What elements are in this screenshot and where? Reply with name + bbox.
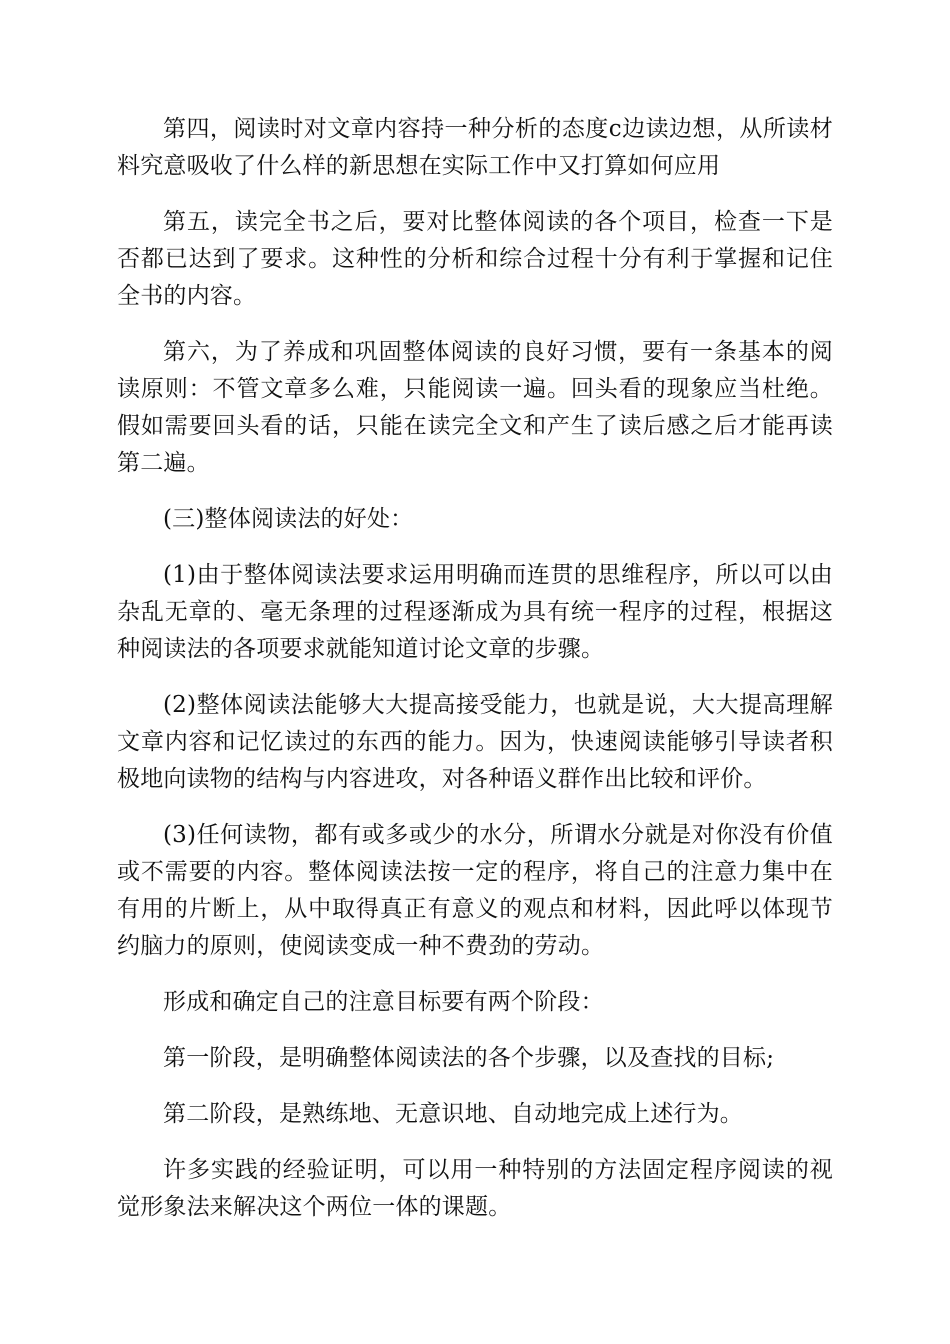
paragraph-step-six: 第六，为了养成和巩固整体阅读的良好习惯，要有一条基本的阅读原则：不管文章多么难，只能阅读一遍。回头看的现象应当杜绝。假如需要回头看的话，只能在读完全文和产生了读后感之后才能再读第二遍。 — [117, 339, 833, 476]
paragraph-conclusion: 许多实践的经验证明，可以用一种特别的方法固定程序阅读的视觉形象法来解决这个两位一体的课题。 — [117, 1157, 833, 1220]
section-heading-benefits: (三)整体阅读法的好处： — [163, 506, 414, 532]
paragraph-benefit-1: (1)由于整体阅读法要求运用明确而连贯的思维程序，所以可以由杂乱无章的、毫无条理的过程逐渐成为具有统一程序的过程，根据这种阅读法的各项要求就能知道讨论文章的步骤。 — [117, 562, 833, 662]
paragraph-benefit-2: (2)整体阅读法能够大大提高接受能力，也就是说，大大提高理解文章内容和记忆读过的东西的能力。因为，快速阅读能够引导读者积极地向读物的结构与内容进攻，对各种语义群作出比较和评价。 — [117, 692, 833, 792]
paragraph-step-four: 第四，阅读时对文章内容持一种分析的态度c边读边想，从所读材料究意吸收了什么样的新思想在实际工作中又打算如何应用 — [117, 116, 833, 179]
paragraph-benefit-3: (3)任何读物，都有或多或少的水分，所谓水分就是对你没有价值或不需要的内容。整体阅读法按一定的程序，将自己的注意力集中在有用的片断上，从中取得真正有意义的观点和材料，因此呼以体现节约脑力的原则，使阅读变成一种不费劲的劳动。 — [117, 822, 833, 959]
document-body — [117, 111, 833, 1245]
paragraph-stage-one: 第一阶段，是明确整体阅读法的各个步骤，以及查找的目标; — [163, 1045, 775, 1071]
paragraph-step-five: 第五，读完全书之后，要对比整体阅读的各个项目，检查一下是否都已达到了要求。这种性的分析和综合过程十分有利于掌握和记住全书的内容。 — [117, 209, 833, 309]
paragraph-stage-two: 第二阶段，是熟练地、无意识地、自动地完成上述行为。 — [163, 1101, 743, 1127]
paragraph-two-stages: 形成和确定自己的注意目标要有两个阶段： — [163, 989, 604, 1015]
